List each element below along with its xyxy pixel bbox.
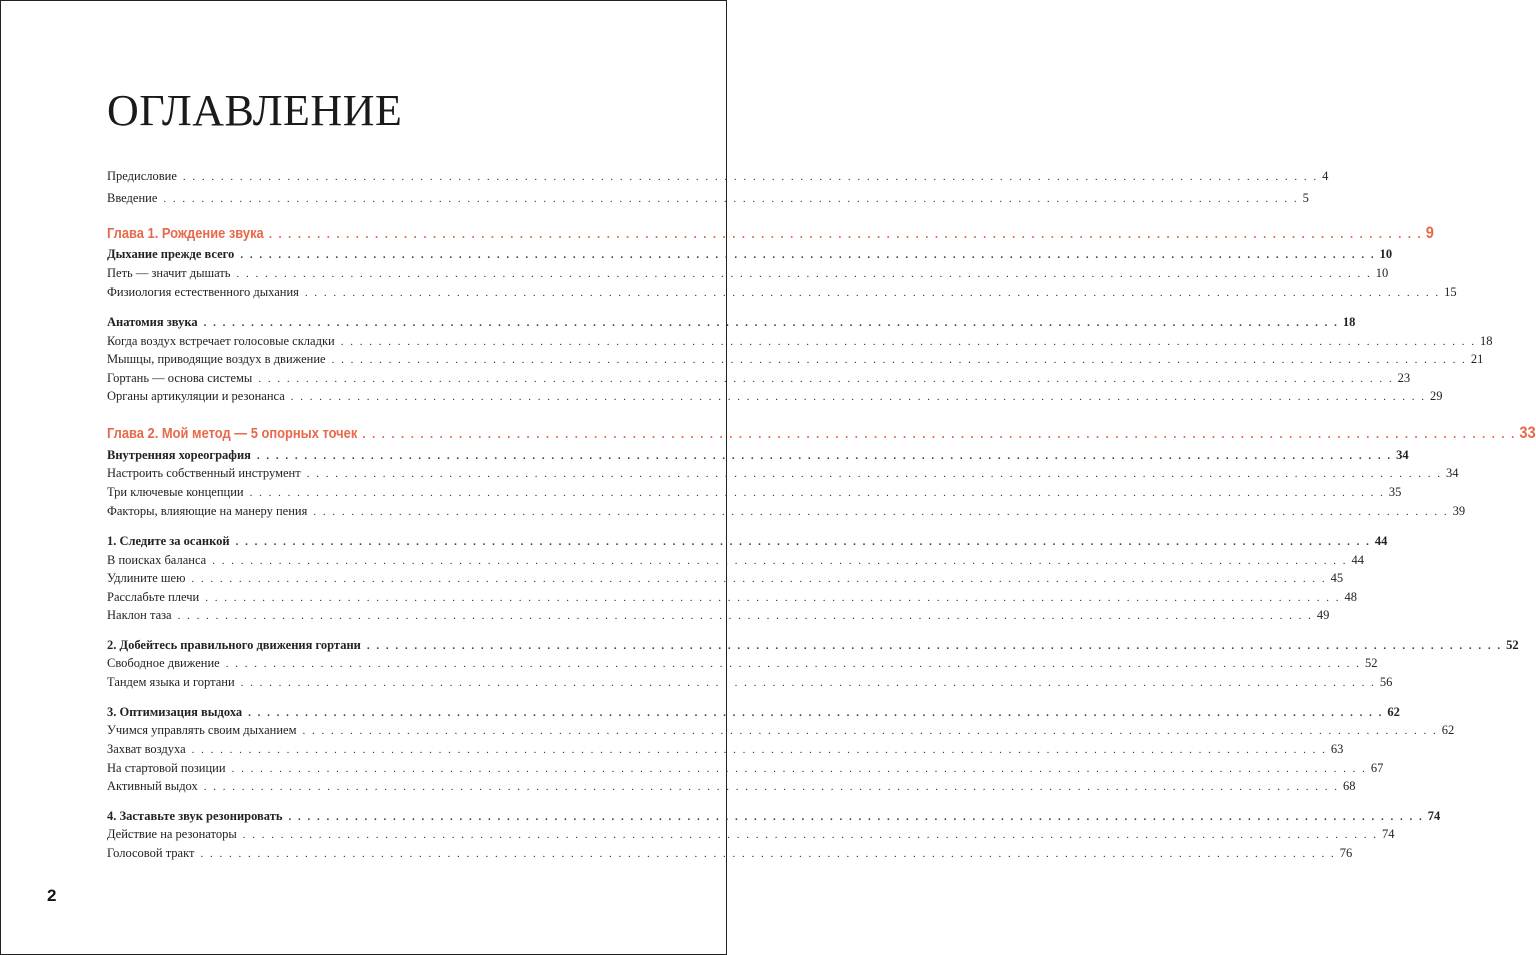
- toc-entry[interactable]: [107, 846, 1353, 861]
- toc-entry-page: 35: [1388, 485, 1402, 499]
- toc-entry-page: 15: [1444, 285, 1457, 299]
- toc-entry-label: Захват воздуха: [107, 742, 186, 756]
- toc-entry[interactable]: [107, 553, 1364, 568]
- toc-chapter-page: 9: [1425, 223, 1434, 242]
- toc-section[interactable]: [107, 315, 1356, 330]
- toc-entry[interactable]: [107, 723, 1455, 738]
- toc-entry[interactable]: [107, 485, 1402, 500]
- toc-entry[interactable]: [107, 742, 1344, 757]
- toc-section-label: 3. Оптимизация выдоха: [107, 705, 243, 719]
- toc-section[interactable]: [107, 534, 1388, 549]
- toc-entry-label: Расслабьте плечи: [107, 590, 200, 604]
- leader-dots: . . . . . . . . . . . . . . . . . . . . . . . . . . . . . . . . . . . . . . . . . . . . . . . . . . . . . . . . . . . . . . . . . . . . . . . . . . . . . . . . . . . . . . . . . . . . . . . . . . . . . . . . . . . . . . . . . . . . . . . .: [362, 426, 1516, 441]
- leader-dots: . . . . . . . . . . . . . . . . . . . . . . . . . . . . . . . . . . . . . . . . . . . . . . . . . . . . . . . . . . . . . . . . . . . . . . . . . . . . . . . . . . . . . . . . . . . . . . . . . . . . . . . . . . . . . . . . . . . . . . . .: [182, 171, 1319, 183]
- toc-section[interactable]: [107, 705, 1400, 720]
- toc-entry-page: 5: [1302, 191, 1309, 205]
- leader-dots: . . . . . . . . . . . . . . . . . . . . . . . . . . . . . . . . . . . . . . . . . . . . . . . . . . . . . . . . . . . . . . . . . . . . . . . . . . . . . . . . . . . . . . . . . . . . . . . . . . . . . . . . . . . . . . . . . . . . . . . .: [302, 725, 1438, 737]
- toc-entry-label: Гортань — основа системы: [107, 371, 253, 385]
- toc-entry-label: Введение: [107, 191, 158, 205]
- toc-section-page: 10: [1379, 247, 1393, 261]
- toc-entry-label: Факторы, влияющие на манеру пения: [107, 504, 308, 518]
- leader-dots: . . . . . . . . . . . . . . . . . . . . . . . . . . . . . . . . . . . . . . . . . . . . . . . . . . . . . . . . . . . . . . . . . . . . . . . . . . . . . . . . . . . . . . . . . . . . . . . . . . . . . . . . . . . . . . . . . . . . . . . .: [225, 658, 1361, 670]
- toc-entry[interactable]: [107, 389, 1443, 404]
- toc-entry-page: 49: [1316, 608, 1330, 622]
- leader-dots: . . . . . . . . . . . . . . . . . . . . . . . . . . . . . . . . . . . . . . . . . . . . . . . . . . . . . . . . . . . . . . . . . . . . . . . . . . . . . . . . . . . . . . . . . . . . . . . . . . . . . . . . . . . . . . . . . . . . . . . .: [256, 450, 1393, 462]
- toc-entry-label: Предисловие: [107, 169, 177, 183]
- toc-entry-page: 4: [1322, 169, 1329, 183]
- toc-entry[interactable]: [107, 571, 1344, 586]
- toc-entry-page: 48: [1344, 590, 1357, 604]
- leader-dots: . . . . . . . . . . . . . . . . . . . . . . . . . . . . . . . . . . . . . . . . . . . . . . . . . . . . . . . . . . . . . . . . . . . . . . . . . . . . . . . . . . . . . . . . . . . . . . . . . . . . . . . . . . . . . . . . . . . . . . . .: [212, 555, 1348, 567]
- toc-entry[interactable]: [107, 266, 1389, 281]
- toc-entry-page: 63: [1330, 742, 1344, 756]
- toc-chapter[interactable]: [107, 223, 1434, 243]
- leader-dots: . . . . . . . . . . . . . . . . . . . . . . . . . . . . . . . . . . . . . . . . . . . . . . . . . . . . . . . . . . . . . . . . . . . . . . . . . . . . . . . . . . . . . . . . . . . . . . . . . . . . . . . . . . . . . . . . . . . . . . . .: [235, 536, 1371, 548]
- leader-dots: . . . . . . . . . . . . . . . . . . . . . . . . . . . . . . . . . . . . . . . . . . . . . . . . . . . . . . . . . . . . . . . . . . . . . . . . . . . . . . . . . . . . . . . . . . . . . . . . . . . . . . . . . . . . . . . . . . . . . . . .: [290, 391, 1427, 403]
- page-title: ОГЛАВЛЕНИЕ: [107, 86, 403, 135]
- toc-entry-label: Учимся управлять своим дыханием: [107, 723, 297, 737]
- toc-entry-page: 10: [1375, 266, 1389, 280]
- toc-entry-page: 23: [1397, 371, 1411, 385]
- toc-chapter[interactable]: [107, 423, 1536, 443]
- leader-dots: . . . . . . . . . . . . . . . . . . . . . . . . . . . . . . . . . . . . . . . . . . . . . . . . . . . . . . . . . . . . . . . . . . . . . . . . . . . . . . . . . . . . . . . . . . . . . . . . . . . . . . . . . . . . . . . . . . . . . . . .: [163, 193, 1299, 205]
- toc-entry-page: 18: [1479, 334, 1493, 348]
- leader-dots: . . . . . . . . . . . . . . . . . . . . . . . . . . . . . . . . . . . . . . . . . . . . . . . . . . . . . . . . . . . . . . . . . . . . . . . . . . . . . . . . . . . . . . . . . . . . . . . . . . . . . . . . . . . . . . . . . . . . . . . .: [205, 592, 1341, 604]
- toc-chapter-page: 33: [1519, 423, 1536, 442]
- toc-entry-page: 76: [1339, 846, 1353, 860]
- toc-section[interactable]: [107, 638, 1519, 653]
- leader-dots: . . . . . . . . . . . . . . . . . . . . . . . . . . . . . . . . . . . . . . . . . . . . . . . . . . . . . . . . . . . . . . . . . . . . . . . . . . . . . . . . . . . . . . . . . . . . . . . . . . . . . . . . . . . . . . . . . . . . . . . .: [331, 354, 1467, 366]
- leader-dots: . . . . . . . . . . . . . . . . . . . . . . . . . . . . . . . . . . . . . . . . . . . . . . . . . . . . . . . . . . . . . . . . . . . . . . . . . . . . . . . . . . . . . . . . . . . . . . . . . . . . . . . . . . . . . . . . . . . . . . . .: [203, 317, 1339, 329]
- toc-entry-label: Три ключевые концепции: [107, 485, 244, 499]
- toc-section-page: 18: [1342, 315, 1356, 329]
- toc-entry[interactable]: [107, 371, 1411, 386]
- toc-entry[interactable]: [107, 656, 1378, 671]
- toc-section[interactable]: [107, 448, 1409, 463]
- toc-entry[interactable]: [107, 827, 1395, 842]
- toc-section-label: Дыхание прежде всего: [107, 247, 235, 261]
- leader-dots: . . . . . . . . . . . . . . . . . . . . . . . . . . . . . . . . . . . . . . . . . . . . . . . . . . . . . . . . . . . . . . . . . . . . . . . . . . . . . . . . . . . . . . . . . . . . . . . . . . . . . . . . . . . . . . . . . . . . . . . .: [203, 781, 1339, 793]
- toc-entry[interactable]: [107, 590, 1357, 605]
- toc-entry-page: 67: [1370, 761, 1384, 775]
- toc-entry-page: 56: [1379, 675, 1393, 689]
- toc-entry-page: 34: [1445, 466, 1459, 480]
- leader-dots: . . . . . . . . . . . . . . . . . . . . . . . . . . . . . . . . . . . . . . . . . . . . . . . . . . . . . . . . . . . . . . . . . . . . . . . . . . . . . . . . . . . . . . . . . . . . . . . . . . . . . . . . . . . . . . . . . . . . . . . .: [306, 468, 1442, 480]
- toc-section-page: 34: [1396, 448, 1409, 462]
- toc-entry-label: Голосовой тракт: [107, 846, 195, 860]
- toc-entry-label: Свободное движение: [107, 656, 220, 670]
- toc-entry-label: Тандем языка и гортани: [107, 675, 235, 689]
- toc-chapter-label: Глава 1. Рождение звука: [107, 225, 264, 242]
- toc-section[interactable]: [107, 809, 1441, 824]
- toc-section-page: 52: [1506, 638, 1519, 652]
- leader-dots: . . . . . . . . . . . . . . . . . . . . . . . . . . . . . . . . . . . . . . . . . . . . . . . . . . . . . . . . . . . . . . . . . . . . . . . . . . . . . . . . . . . . . . . . . . . . . . . . . . . . . . . . . . . . . . . . . . . . . . . .: [177, 610, 1313, 622]
- toc-entry[interactable]: [107, 352, 1484, 367]
- page-number: 2: [47, 886, 57, 905]
- toc-chapter-label: Глава 2. Мой метод — 5 опорных точек: [107, 425, 358, 442]
- toc-entry-page: 62: [1441, 723, 1455, 737]
- toc-entry[interactable]: [107, 504, 1466, 519]
- leader-dots: . . . . . . . . . . . . . . . . . . . . . . . . . . . . . . . . . . . . . . . . . . . . . . . . . . . . . . . . . . . . . . . . . . . . . . . . . . . . . . . . . . . . . . . . . . . . . . . . . . . . . . . . . . . . . . . . . . . . . . . .: [191, 573, 1327, 585]
- toc-entry-label: Физиология естественного дыхания: [107, 285, 299, 299]
- toc-section-label: 2. Добейтесь правильного движения гортани: [107, 638, 361, 652]
- toc-entry-page: 21: [1470, 352, 1484, 366]
- toc-entry-page: 39: [1452, 504, 1466, 518]
- leader-dots: . . . . . . . . . . . . . . . . . . . . . . . . . . . . . . . . . . . . . . . . . . . . . . . . . . . . . . . . . . . . . . . . . . . . . . . . . . . . . . . . . . . . . . . . . . . . . . . . . . . . . . . . . . . . . . . . . . . . . . . .: [200, 848, 1336, 860]
- toc-entry-label: Когда воздух встречает голосовые складки: [107, 334, 335, 348]
- leader-dots: . . . . . . . . . . . . . . . . . . . . . . . . . . . . . . . . . . . . . . . . . . . . . . . . . . . . . . . . . . . . . . . . . . . . . . . . . . . . . . . . . . . . . . . . . . . . . . . . . . . . . . . . . . . . . . . . . . . . . . . .: [258, 373, 1394, 385]
- toc-entry-label: Петь — значит дышать: [107, 266, 231, 280]
- toc-entry-label: В поисках баланса: [107, 553, 207, 567]
- toc-entry-label: Настроить собственный инструмент: [107, 466, 301, 480]
- toc-section-page: 74: [1427, 809, 1441, 823]
- toc-entry[interactable]: [107, 761, 1384, 776]
- toc-entry-label: Активный выдох: [107, 779, 198, 793]
- toc-entry-label: Мышцы, приводящие воздух в движение: [107, 352, 326, 366]
- toc-section-label: Внутренняя хореография: [107, 448, 251, 462]
- leader-dots: . . . . . . . . . . . . . . . . . . . . . . . . . . . . . . . . . . . . . . . . . . . . . . . . . . . . . . . . . . . . . . . . . . . . . . . . . . . . . . . . . . . . . . . . . . . . . . . . . . . . . . . . . . . . . . . . . . . . . . . .: [191, 744, 1327, 756]
- toc-entry[interactable]: [107, 466, 1459, 481]
- toc-entry-page: 68: [1343, 779, 1356, 793]
- toc-section-label: Анатомия звука: [107, 315, 198, 329]
- toc-entry-label: Действие на резонаторы: [107, 827, 237, 841]
- toc-section[interactable]: [107, 247, 1393, 262]
- leader-dots: . . . . . . . . . . . . . . . . . . . . . . . . . . . . . . . . . . . . . . . . . . . . . . . . . . . . . . . . . . . . . . . . . . . . . . . . . . . . . . . . . . . . . . . . . . . . . . . . . . . . . . . . . . . . . . . . . . . . . . . .: [242, 829, 1378, 841]
- leader-dots: . . . . . . . . . . . . . . . . . . . . . . . . . . . . . . . . . . . . . . . . . . . . . . . . . . . . . . . . . . . . . . . . . . . . . . . . . . . . . . . . . . . . . . . . . . . . . . . . . . . . . . . . . . . . . . . . . . . . . . . .: [268, 226, 1423, 241]
- toc-section-page: 44: [1374, 534, 1388, 548]
- toc-entry-label: Органы артикуляции и резонанса: [107, 389, 285, 403]
- toc-entry-label: На стартовой позиции: [107, 761, 226, 775]
- toc-entry[interactable]: [107, 779, 1356, 794]
- toc-entry-page: 29: [1430, 389, 1443, 403]
- leader-dots: . . . . . . . . . . . . . . . . . . . . . . . . . . . . . . . . . . . . . . . . . . . . . . . . . . . . . . . . . . . . . . . . . . . . . . . . . . . . . . . . . . . . . . . . . . . . . . . . . . . . . . . . . . . . . . . . . . . . . . . .: [366, 640, 1503, 652]
- toc-entry[interactable]: [107, 285, 1457, 300]
- toc-entry-page: 44: [1351, 553, 1364, 567]
- leader-dots: . . . . . . . . . . . . . . . . . . . . . . . . . . . . . . . . . . . . . . . . . . . . . . . . . . . . . . . . . . . . . . . . . . . . . . . . . . . . . . . . . . . . . . . . . . . . . . . . . . . . . . . . . . . . . . . . . . . . . . . .: [249, 487, 1385, 499]
- toc-entry-page: 74: [1381, 827, 1395, 841]
- toc-entry[interactable]: [107, 169, 1329, 184]
- toc-entry-label: Наклон таза: [107, 608, 172, 622]
- toc-section-label: 4. Заставьте звук резонировать: [107, 809, 283, 823]
- leader-dots: . . . . . . . . . . . . . . . . . . . . . . . . . . . . . . . . . . . . . . . . . . . . . . . . . . . . . . . . . . . . . . . . . . . . . . . . . . . . . . . . . . . . . . . . . . . . . . . . . . . . . . . . . . . . . . . . . . . . . . . .: [288, 811, 1424, 823]
- toc-entry[interactable]: [107, 608, 1330, 623]
- toc-entry-page: 52: [1364, 656, 1378, 670]
- leader-dots: . . . . . . . . . . . . . . . . . . . . . . . . . . . . . . . . . . . . . . . . . . . . . . . . . . . . . . . . . . . . . . . . . . . . . . . . . . . . . . . . . . . . . . . . . . . . . . . . . . . . . . . . . . . . . . . . . . . . . . . .: [240, 249, 1376, 261]
- toc-entry-label: Удлините шею: [107, 571, 186, 585]
- leader-dots: . . . . . . . . . . . . . . . . . . . . . . . . . . . . . . . . . . . . . . . . . . . . . . . . . . . . . . . . . . . . . . . . . . . . . . . . . . . . . . . . . . . . . . . . . . . . . . . . . . . . . . . . . . . . . . . . . . . . . . . .: [313, 506, 1449, 518]
- leader-dots: . . . . . . . . . . . . . . . . . . . . . . . . . . . . . . . . . . . . . . . . . . . . . . . . . . . . . . . . . . . . . . . . . . . . . . . . . . . . . . . . . . . . . . . . . . . . . . . . . . . . . . . . . . . . . . . . . . . . . . . .: [236, 268, 1372, 280]
- toc-entry[interactable]: [107, 191, 1309, 206]
- leader-dots: . . . . . . . . . . . . . . . . . . . . . . . . . . . . . . . . . . . . . . . . . . . . . . . . . . . . . . . . . . . . . . . . . . . . . . . . . . . . . . . . . . . . . . . . . . . . . . . . . . . . . . . . . . . . . . . . . . . . . . . .: [231, 763, 1367, 775]
- leader-dots: . . . . . . . . . . . . . . . . . . . . . . . . . . . . . . . . . . . . . . . . . . . . . . . . . . . . . . . . . . . . . . . . . . . . . . . . . . . . . . . . . . . . . . . . . . . . . . . . . . . . . . . . . . . . . . . . . . . . . . . .: [340, 336, 1476, 348]
- toc-section-label: 1. Следите за осанкой: [107, 534, 230, 548]
- leader-dots: . . . . . . . . . . . . . . . . . . . . . . . . . . . . . . . . . . . . . . . . . . . . . . . . . . . . . . . . . . . . . . . . . . . . . . . . . . . . . . . . . . . . . . . . . . . . . . . . . . . . . . . . . . . . . . . . . . . . . . . .: [248, 707, 1384, 719]
- toc-entry[interactable]: [107, 675, 1393, 690]
- toc-section-page: 62: [1387, 705, 1400, 719]
- leader-dots: . . . . . . . . . . . . . . . . . . . . . . . . . . . . . . . . . . . . . . . . . . . . . . . . . . . . . . . . . . . . . . . . . . . . . . . . . . . . . . . . . . . . . . . . . . . . . . . . . . . . . . . . . . . . . . . . . . . . . . . .: [304, 287, 1441, 299]
- toc-entry[interactable]: [107, 334, 1493, 349]
- leader-dots: . . . . . . . . . . . . . . . . . . . . . . . . . . . . . . . . . . . . . . . . . . . . . . . . . . . . . . . . . . . . . . . . . . . . . . . . . . . . . . . . . . . . . . . . . . . . . . . . . . . . . . . . . . . . . . . . . . . . . . . .: [240, 677, 1376, 689]
- toc-entry-page: 45: [1330, 571, 1344, 585]
